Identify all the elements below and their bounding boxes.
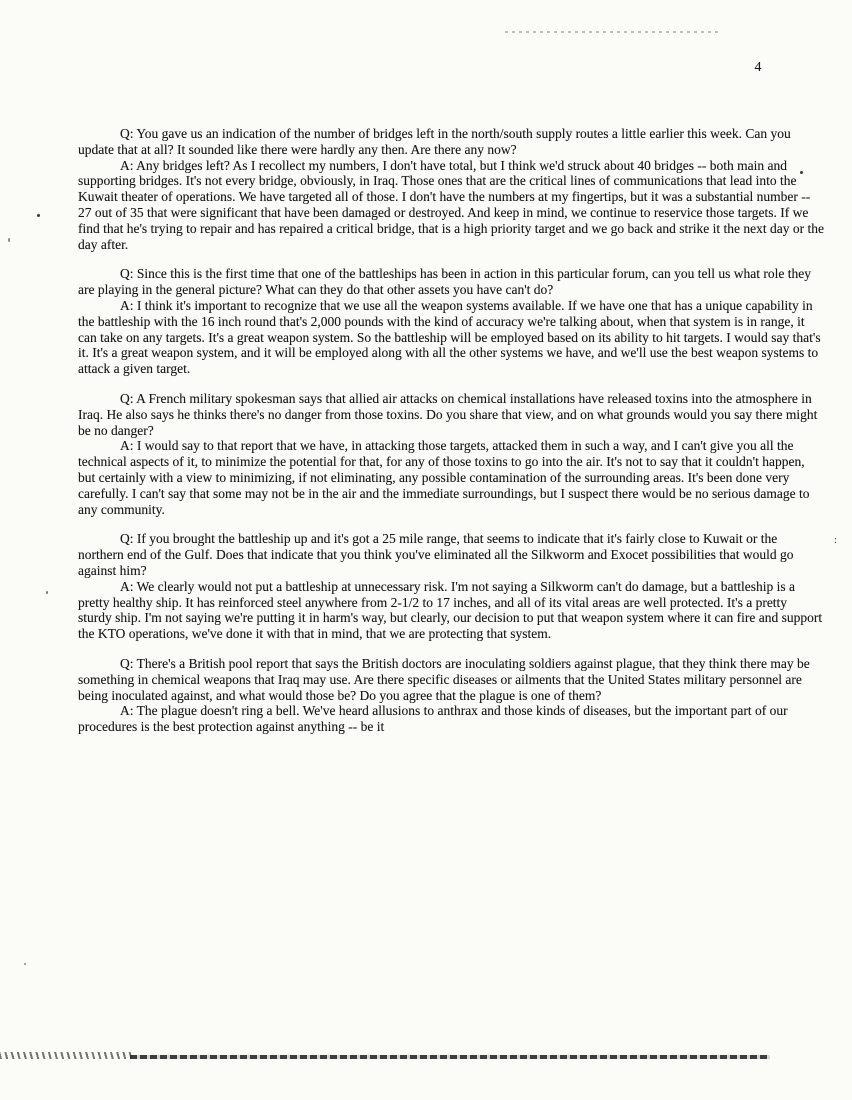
- scan-artifact-line: [130, 1055, 770, 1059]
- scan-mark-colon: :: [834, 534, 838, 546]
- scan-speck: [800, 171, 803, 174]
- scan-speck: [24, 963, 26, 965]
- scan-artifact-dashes: [505, 31, 720, 33]
- answer-paragraph: A: Any bridges left? As I recollect my numbers, I don't have total, but I think we'd struck about 40 bridges -- both main and supporting bridges. It's not every bridge, obviously, in Iraq. Those ones that are the critical lines of communications that lead into the Kuwait theater of operations. We have targeted all of those. I don't have the numbers at my fingertips, but it was a substantial number -- 27 out of 35 that were significant that have been damaged or destroyed. And keep in mind, we continue to reservice those targets. If we find that he's trying to repair and has repaired a critical bridge, that is a high priority target and we go back and strike it the next day or the day after.: [78, 157, 824, 252]
- answer-paragraph: A: I think it's important to recognize that we use all the weapon systems available. If we have one that has a unique capability in the battleship with the 16 inch round that's 2,000 pounds with the kind of accuracy we're talking about, when that system is in range, it can take on any targets. It's a great weapon system. So the battleship will be employed based on its ability to hit targets. I would say that's it. It's a great weapon system, and it will be employed along with all the other systems we have, and we'll use the best weapon systems to attack a given target.: [78, 297, 821, 377]
- question-paragraph: Q: If you brought the battleship up and it's got a 25 mile range, that seems to indicate that it's fairly close to Kuwait or the northern end of the Gulf. Does that indicate that you think you've eliminated all the Silkworm and Exocet possibilities that would go against him?: [78, 531, 794, 578]
- question-paragraph: Q: A French military spokesman says that allied air attacks on chemical installations have released toxins into the atmosphere in Iraq. He also says he thinks there's no danger from those toxins. Do you share that view, and on what grounds would you say there might be no danger?: [78, 390, 818, 438]
- scan-speck: [8, 238, 10, 242]
- scan-speck: [46, 591, 48, 594]
- answer-paragraph: A: The plague doesn't ring a bell. We've heard allusions to anthrax and those kinds of diseases, but the important part of our procedures is the best protection against anything -- be it: [78, 703, 788, 735]
- question-paragraph: Q: There's a British pool report that says the British doctors are inoculating soldiers against plague, that they think there may be something in chemical weapons that Iraq may use. Are there specific diseases or ailments that the United States military personnel are being inoculated against, and what would those be? Do you agree that the plague is one of them?: [78, 655, 810, 703]
- page-number: 4: [754, 60, 762, 75]
- question-paragraph: Q: Since this is the first time that one of the battleships has been in action in this particular forum, can you tell us what role they are playing in the general picture? What can they do that other assets you have can't do?: [78, 266, 811, 298]
- answer-paragraph: A: I would say to that report that we have, in attacking those targets, attacked them in such a way, and I can't give you all the technical aspects of it, to minimize the potential for that, for any of those toxins to go into the air. It's not to say that it couldn't happen, but certainly with a view to minimizing, if not eliminating, any possible contamination of the surrounding areas. It's been done very carefully. I can't say that some may not be in the air and the immediate surroundings, but I suspect there would be no serious damage to any community.: [78, 438, 810, 517]
- answer-paragraph: A: We clearly would not put a battleship at unnecessary risk. I'm not saying a Silkworm can't do damage, but a battleship is a pretty healthy ship. It has reinforced steel anywhere from 2-1/2 to 17 inches, and all of its vital areas are well protected. It's a pretty sturdy ship. I'm not saying we're putting it in harm's way, but clearly, our decision to put that weapon system where it can fire and support the KTO operations, we've done it with that in mind, that we are protecting that system.: [78, 578, 823, 642]
- scan-artifact-line-left: [0, 1052, 135, 1059]
- transcript-body: [78, 126, 824, 735]
- scan-speck: [37, 214, 40, 217]
- question-paragraph: Q: You gave us an indication of the number of bridges left in the north/south supply routes a little earlier this week. Can you update that at all? It sounded like there were hardly any then. Are there any now?: [78, 126, 791, 157]
